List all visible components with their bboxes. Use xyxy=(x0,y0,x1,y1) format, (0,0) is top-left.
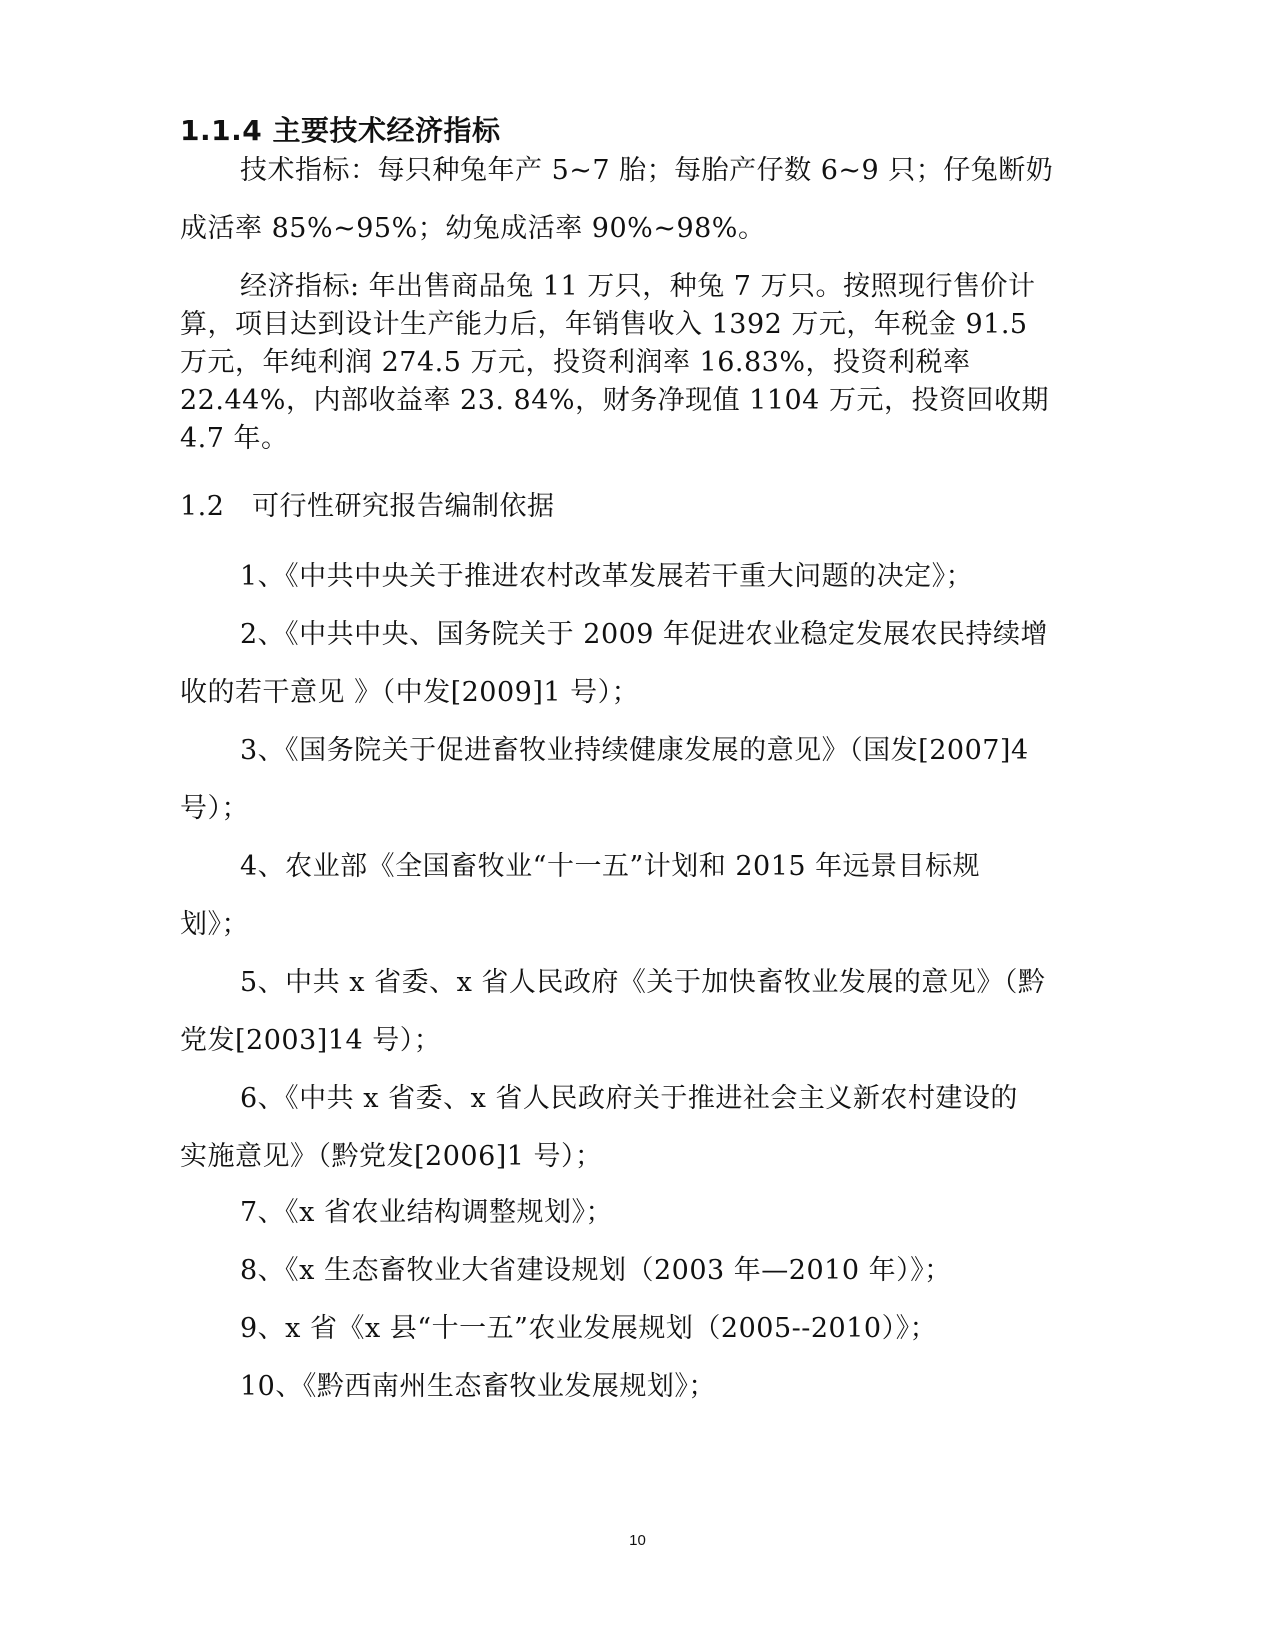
basis-item-6-line-1: 6、《中共 x 省委、x 省人民政府关于推进社会主义新农村建设的 xyxy=(240,1083,1018,1114)
econ-indicators-line-2: 算，项目达到设计生产能力后，年销售收入 1392 万元，年税金 91.5 xyxy=(180,309,1028,340)
basis-item-3-line-1: 3、《国务院关于促进畜牧业持续健康发展的意见》（国发[2007]4 xyxy=(240,735,1029,766)
basis-item-7: 7、《x 省农业结构调整规划》； xyxy=(240,1197,613,1228)
econ-indicators-line-4: 22.44%，内部收益率 23. 84%，财务净现值 1104 万元，投资回收期 xyxy=(180,385,1049,416)
basis-item-6-line-2: 实施意见》（黔党发[2006]1 号）； xyxy=(180,1141,603,1172)
tech-indicators-line-2: 成活率 85%~95%；幼兔成活率 90%~98%。 xyxy=(180,213,766,244)
basis-item-5-line-2: 党发[2003]14 号）； xyxy=(180,1025,442,1056)
basis-item-2-line-1: 2、《中共中央、国务院关于 2009 年促进农业稳定发展农民持续增 xyxy=(240,619,1049,650)
econ-indicators-line-5: 4.7 年。 xyxy=(180,423,289,454)
section-heading: 1.1.4 主要技术经济指标 xyxy=(180,114,501,147)
econ-indicators-line-3: 万元，年纯利润 274.5 万元，投资利润率 16.83%，投资利税率 xyxy=(180,347,971,378)
basis-item-5-line-1: 5、中共 x 省委、x 省人民政府《关于加快畜牧业发展的意见》（黔 xyxy=(240,967,1046,998)
tech-indicators-line-1: 技术指标：每只种兔年产 5~7 胎；每胎产仔数 6~9 只；仔兔断奶 xyxy=(240,155,1054,186)
basis-item-8: 8、《x 生态畜牧业大省建设规划（2003 年—2010 年）》； xyxy=(240,1255,952,1286)
basis-item-9: 9、x 省《x 县“十一五”农业发展规划（2005--2010）》； xyxy=(240,1313,938,1344)
econ-indicators-line-1: 经济指标: 年出售商品兔 11 万只，种兔 7 万只。按照现行售价计 xyxy=(240,271,1036,302)
section-1-2-heading: 1.2 可行性研究报告编制依据 xyxy=(180,491,555,522)
page-number: 10 xyxy=(629,1532,646,1549)
basis-item-4-line-2: 划》； xyxy=(180,909,249,940)
basis-item-4-line-1: 4、农业部《全国畜牧业“十一五”计划和 2015 年远景目标规 xyxy=(240,851,981,882)
basis-item-3-line-2: 号）； xyxy=(180,793,249,824)
basis-item-10: 10、《黔西南州生态畜牧业发展规划》； xyxy=(240,1371,716,1402)
basis-item-2-line-2: 收的若干意见 》（中发[2009]1 号）； xyxy=(180,677,640,708)
basis-item-1: 1、《中共中央关于推进农村改革发展若干重大问题的决定》； xyxy=(240,561,974,592)
